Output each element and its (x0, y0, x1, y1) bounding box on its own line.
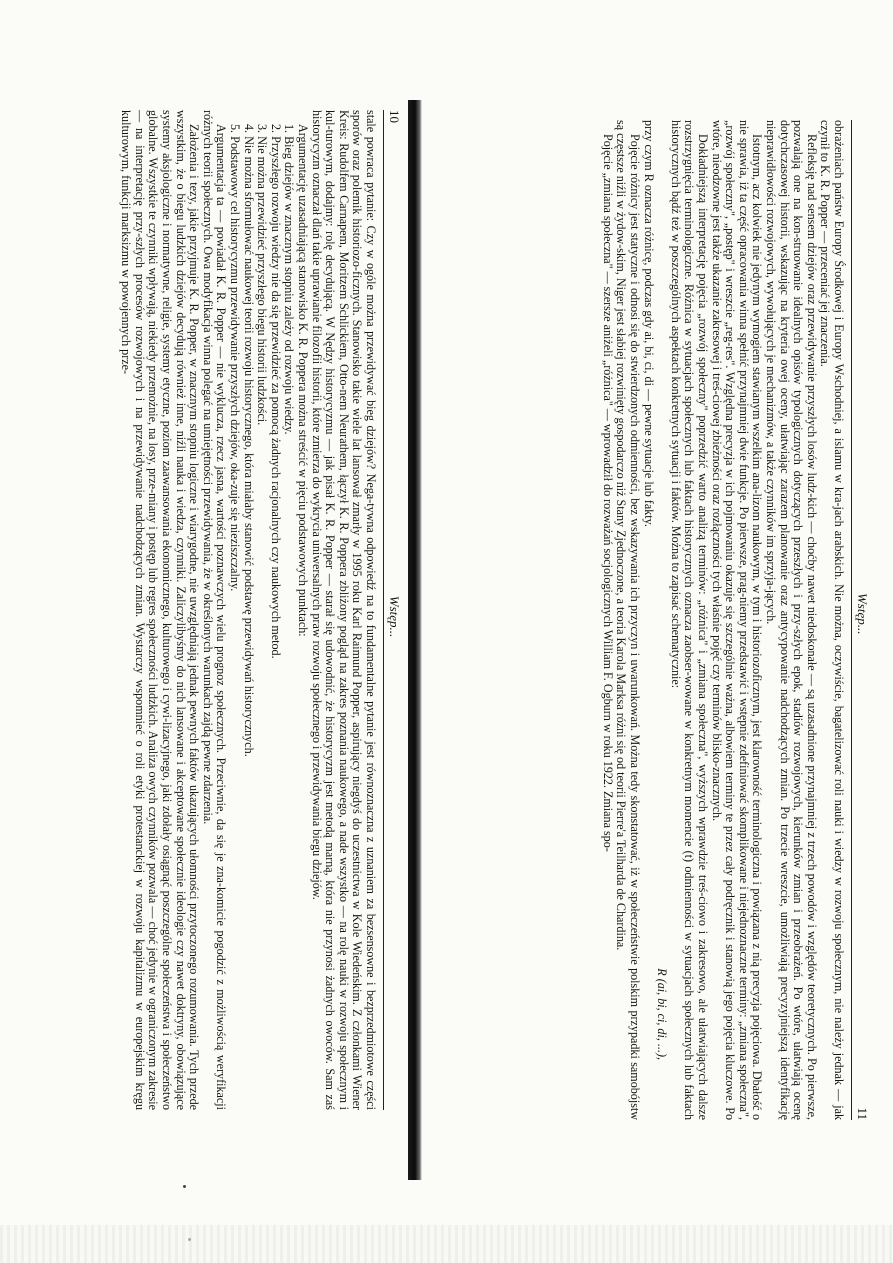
list-item: 3. Nie można przewidzieć przyszłego biegu historii ludzkości. (255, 124, 270, 426)
paragraph: Założenia i tezy, jakie przyjmuje K. R. Popper, w znacznym stopniu logiczne i wiarygodne, nie uwzględniają jednak pewnych faktów ukazujących ułomności przytoczonego rozumowania. Tych przede wszystkim, że o biegu ludzkich dziejów decydują również inne, niźli nauka i wiedza, czynniki. Zaliczylibyśmy do nich lansowane i akceptowane społecznie ideologie czy nawet doktryny, obowiązujące systemy aksjologiczne i normatywne, religie, systemy etyczne, poziom zaawansowania ekonomicznego, kulturowego i cywi-lizacyjnego, jaki zdołały osiągnąć poszczególne społeczeństwa i społeczeństwo globalne. Wszystkie te czynniki wpływają, niekiedy przemożnie, na losy, prze-miany i postęp lub regres społeczności ludzkich. Analiza owych czynników pozwala — choć jedynie w ograniczonym zakresie — na interpretację przy-szłych procesów rozwojowych i na przewidywanie nadchodzących zmian. Wystarczy wspomnieć o roli etyki protestanckiej w rozwoju kapitalizmu w europejskim kręgu kulturowym, funkcji marksizmu w powojennych prze- (119, 110, 202, 1110)
paragraph: Refleksję nad sensem dziejów oraz przewidywanie przyszłych losów ludz-kich — choćby nawet niedoskonałe — są uzasadnione przynajmniej z trzech powodów i względów teoretycznych. Po pierwsze, pozwalają one na kon-struowanie idealnych opisów typologicznych dotyczących przeszłych i przy-szłych epok, stadiów rozwojowych, kierunków zmian i przeobrażeń. Po wtóre, ułatwiają ocenę dotychczasowej historii, wskazując na kryteria owej oceny, ułatwiając zarazem planowanie oraz antycypowanie nadchodzących zmian. Po trzecie wreszcie, umożliwiają precyzyjniejszą identyfikację nieprawidłowości rozwojowych, wywołujących je mechanizmów, a także czynników im sprzyja-jących. (764, 120, 819, 1120)
paragraph: Istotnym, acz kolwiek nie jedynym wymogiem stawianym wszelkim ana-lizom naukowym, w tym i historiozoficznym, jest klarowność terminologiczna i powiązana z nią precyzja pojęciowa. Dbałość o nie sprawia, iż ta część opracowania winna spełnić przynajmniej dwie funkcje. Po pierwsze, prag-niemy przedstawić i wstępnie zdefiniować skomplikowane i niejednoznaczne terminy: „zmiana społeczna", „rozwój społeczny", „postęp" i wreszcie „reg-res". Względna precyzja w ich pojmowaniu okazuje się szczególnie ważna, albowiem terminy te przez cały podręcznik i stanowią jego pojęcia kluczowe. Po wtóre, nieodzowne jest także ukazanie zakresowej i treś-ciowej zbieżności oraz rozłączności tych właśnie pojęć czy terminów blisko-znacznych. (709, 120, 765, 1120)
paragraph: Dokładniejszą interpretację pojęcia „rozwój społeczny" poprzedzić warto analizą terminów: „różnica" i „zmiana społeczna", wyższych wprawdzie treś-ciowo i zakresowo, ale ułatwiających dalsze rozstrzygnięcia terminologiczne. Różnica w sytuacjach społecznych lub faktach historycznych oznacza zaobser-wowane w konkretnym momencie (t) odmienności w sytuacjach społecznych lub faktach historycznych bądź też w poszczególnych aspektach konkretnych sytuacji i faktów. Można to zapisać schematycznie: (668, 120, 711, 1120)
running-head: Wstęp... (387, 595, 402, 638)
list-item: 4. Nie można sformułować naukowej teorii rozwoju historycznego, która miałaby stanowić podstawę przewidywań historycznych. (241, 124, 256, 757)
page-number: 10 (387, 110, 402, 123)
paragraph: Pojęcie różnicy jest statyczne i odnosi się do stwierdzonych odmienności, bez wskazywania ich przyczyn i uwarunkowań. Można tedy skonstatować, iż w społeczeństwie polskim przypadki samobójstw są częstsze niźli w żydow-skim, Niger jest słabiej rozwinięty gospodarczo niż Stany Zjednoczone, a teoria Karola Marksa różni się od teorii Pierre'a Teilharda de Chardina. (614, 120, 643, 1120)
left-page-body (119, 110, 377, 1110)
running-head: Wstęp... (855, 592, 870, 635)
paragraph: Argumentacja ta — powiadał K. R. Popper — nie wyklucza, rzecz jasna, wartości poznawczych wielu prognoz społecznych. Przeciwnie, da się je zna-komicie pogodzić z możliwością weryfikacji różnych teorii społecznych. Owa modyfikacja winna polegać na umiejętności przewidywania, że w określonych warunkach zajdą pewne zdarzenia. (200, 110, 229, 1110)
scan-speck (183, 1185, 186, 1188)
right-page-header (851, 120, 870, 1120)
left-page (52, 110, 402, 1110)
list-item: 1. Bieg dziejów w znacznym stopniu zależy od rozwoju wiedzy. (282, 124, 297, 435)
scan-edge (0, 1225, 893, 1263)
right-page (500, 120, 870, 1120)
book-gutter (408, 100, 422, 1180)
paragraph: obrażeniach państw Europy Środkowej i Europy Wschodniej, a islamu w kra-jach arabskich. Nie można, oczywiście, bagatelizować roli nauki i wiedzy w rozwoju społecznym, nie należy jednak — jak czynił to K. R. Popper — przeceniać jej znaczenia. (818, 120, 846, 1120)
paragraph: Pojęcie „zmiana społeczna" — szersze aniżeli „różnica" — wprowadził do rozważań socjologicznych William F. Ogburn w roku 1922. Zmiana spo- (600, 134, 615, 852)
right-page-body (600, 120, 845, 1120)
list-item: 5. Podstawowy cel historycyzmu przewidywanie przyszłych dziejów, oka-zuje się nieziszczalny. (228, 124, 243, 592)
page-number: 11 (855, 1107, 870, 1120)
list-item: 2. Przyszłego rozwoju wiedzy nie da się przewidzieć za pomocą żadnych racjonalnych czy naukowych metod. (268, 124, 283, 659)
paragraph: stale powraca pytanie: Czy w ogóle można przewidywać bieg dziejów? Nega-tywna odpowiedź na to fundamentalne pytanie jest równoznaczna z uznaniem za bezsensowne i bezprzedmiotowe części sporów oraz polemik historiozo-ficznych. Stanowisko takie wiele lat lansował zmarły w 1995 roku Karl Raimund Popper, aspirujący niegdyś do uczestnictwa w Kole Wiedeńskim. Z członkami Wiener Kreis: Rudolfem Carnapem, Moritzem Schlickiem, Otto-nem Neurathem, łączył K. R. Poppera zbliżony pogląd na zakres poznania naukowego, a nade wszystko — na rolę nauki w rozwoju społecznym i kul-turowym, dodajmy: rolę decydującą. W Nędzy historycyzmu — jak pisał K. R. Popper — starał się udowodnić, że historycyzm jest metodą marną, która nie przynosi żadnych owoców. Sam zaś historycyzm oznaczał dlań takie uprawianie filozofii historii, które zmierza do wykrycia uniwersalnych praw rozwoju społecznego i przewidywania biegu dziejów. (309, 110, 378, 1110)
formula: R (ai, bi, ci, di, ...), (655, 968, 670, 1060)
paragraph: Argumentację uzasadniającą stanowisko K. R. Poppera można streścić w pięciu podstawowych punktach: (296, 124, 311, 637)
left-page-header (383, 110, 402, 1110)
paragraph: przy czym R oznacza różnicę, podczas gdy ai, bi, ci, di — pewne sytuacje lub fakty. (641, 120, 656, 527)
